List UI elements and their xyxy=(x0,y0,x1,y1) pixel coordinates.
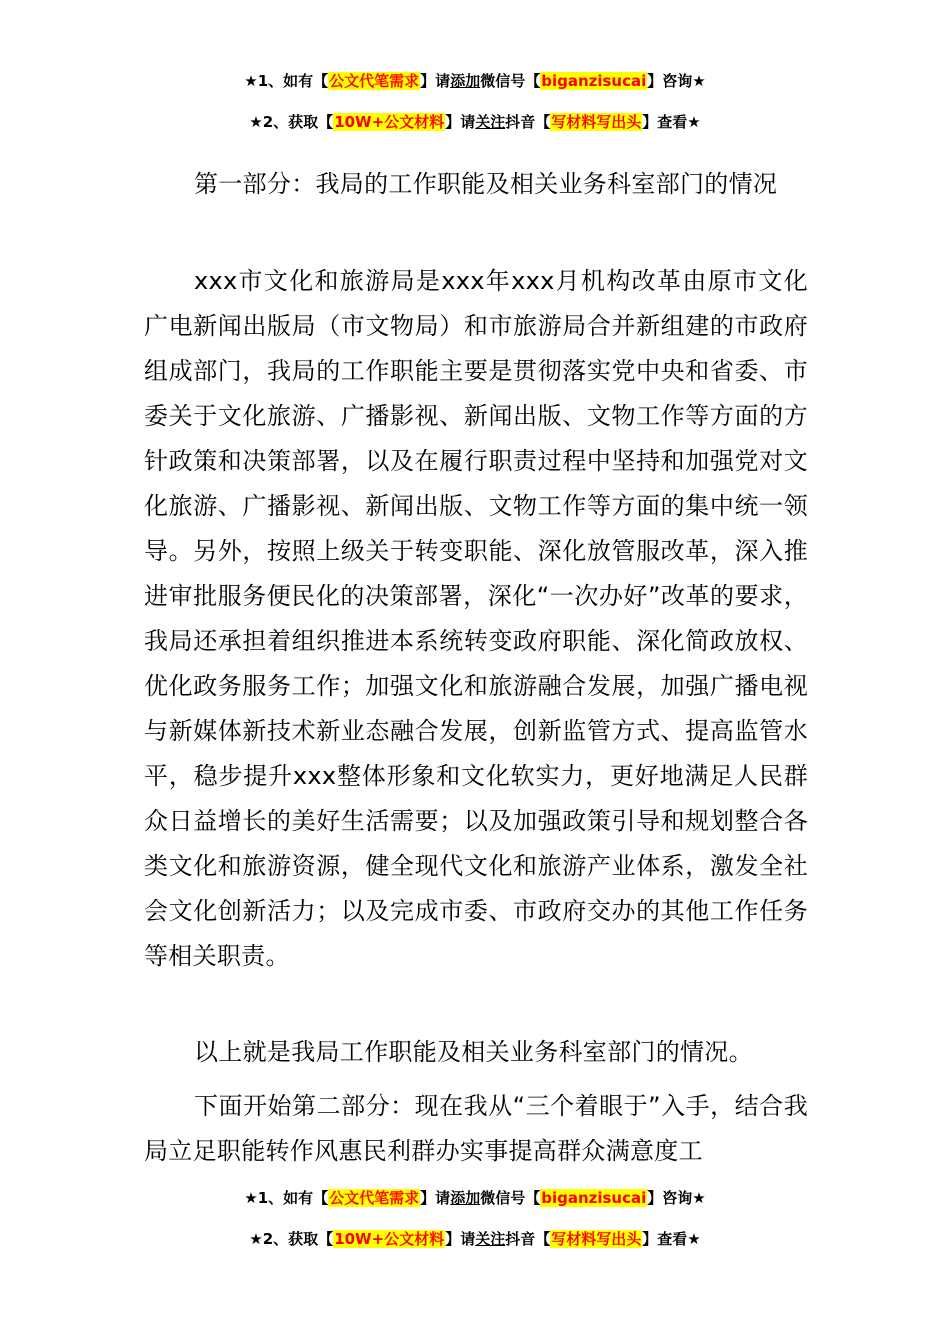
header-ad-2-highlight-douyin: 写材料写出头 xyxy=(551,113,642,131)
footer-ad-2-text-c: 抖音【 xyxy=(505,1230,551,1248)
footer-ad-1-highlight-wechat: biganzisucai xyxy=(541,1189,647,1207)
header-ad-1-underline-add: 添加 xyxy=(450,72,481,90)
paragraph-part-two-intro: 下面开始第二部分：现在我从“三个着眼于”入手，结合我局立足职能转作风惠民利群办实事提高群众满意度工 xyxy=(144,1092,808,1165)
footer-ad-2-highlight-materials: 10W+公文材料 xyxy=(334,1230,445,1248)
footer-ad-1-text-c: 微信号【 xyxy=(480,1189,541,1207)
footer-ad-1-text-a: ★1、如有【 xyxy=(244,1189,329,1207)
header-ad-2-underline-follow: 关注 xyxy=(475,113,506,131)
header-ad-line-1 xyxy=(0,70,950,92)
footer-ad-line-2 xyxy=(0,1228,950,1250)
header-ad-2-text-d: 】查看★ xyxy=(642,113,701,131)
paragraph-part-one-title: 第一部分：我局的工作职能及相关业务科室部门的情况 xyxy=(194,170,778,198)
header-ad-1-highlight-wechat: biganzisucai xyxy=(541,72,647,90)
footer-ad-2-underline-follow: 关注 xyxy=(475,1230,506,1248)
header-ad-1-text-c: 微信号【 xyxy=(480,72,541,90)
header-ad-1-text-b: 】请 xyxy=(420,72,451,90)
footer-ad-1-underline-add: 添加 xyxy=(450,1189,481,1207)
footer-ad-2-text-d: 】查看★ xyxy=(642,1230,701,1248)
footer-ad-1-text-d: 】咨询★ xyxy=(647,1189,706,1207)
paragraph-job-functions: xxx市文化和旅游局是xxx年xxx月机构改革由原市文化广电新闻出版局（市文物局）和市旅游局合并新组建的市政府组成部门，我局的工作职能主要是贯彻落实党中央和省委、市委关于文化旅游、广播影视、新闻出版、文物工作等方面的方针政策和决策部署，以及在履行职责过程中坚持和加强党对文化旅游、广播影视、新闻出版、文物工作等方面的集中统一领导。另外，按照上级关于转变职能、深化放管服改革，深入推进审批服务便民化的决策部署，深化“一次办好”改革的要求，我局还承担着组织推进本系统转变政府职能、深化简政放权、优化政务服务工作；加强文化和旅游融合发展，加强广播电视与新媒体新技术新业态融合发展，创新监管方式、提高监管水平，稳步提升xxx整体形象和文化软实力，更好地满足人民群众日益增长的美好生活需要；以及加强政策引导和规划整合各类文化和旅游资源，健全现代文化和旅游产业体系，激发全社会文化创新活力；以及完成市委、市政府交办的其他工作任务等相关职责。 xyxy=(144,267,808,970)
footer-ad-2-text-b: 】请 xyxy=(445,1230,476,1248)
paragraph-summary: 以上就是我局工作职能及相关业务科室部门的情况。 xyxy=(194,1038,753,1066)
header-ad-1-text-a: ★1、如有【 xyxy=(244,72,329,90)
header-ad-2-text-c: 抖音【 xyxy=(505,113,551,131)
header-ad-1-highlight-service: 公文代笔需求 xyxy=(329,72,420,90)
footer-ad-2-text-a: ★2、获取【 xyxy=(249,1230,334,1248)
footer-ad-line-1 xyxy=(0,1187,950,1209)
header-ad-2-text-a: ★2、获取【 xyxy=(249,113,334,131)
header-ad-1-text-d: 】咨询★ xyxy=(647,72,706,90)
footer-ad-2-highlight-douyin: 写材料写出头 xyxy=(551,1230,642,1248)
header-ad-2-text-b: 】请 xyxy=(445,113,476,131)
footer-ad-1-highlight-service: 公文代笔需求 xyxy=(329,1189,420,1207)
footer-ad-1-text-b: 】请 xyxy=(420,1189,451,1207)
header-ad-line-2 xyxy=(0,111,950,133)
header-ad-2-highlight-materials: 10W+公文材料 xyxy=(334,113,445,131)
